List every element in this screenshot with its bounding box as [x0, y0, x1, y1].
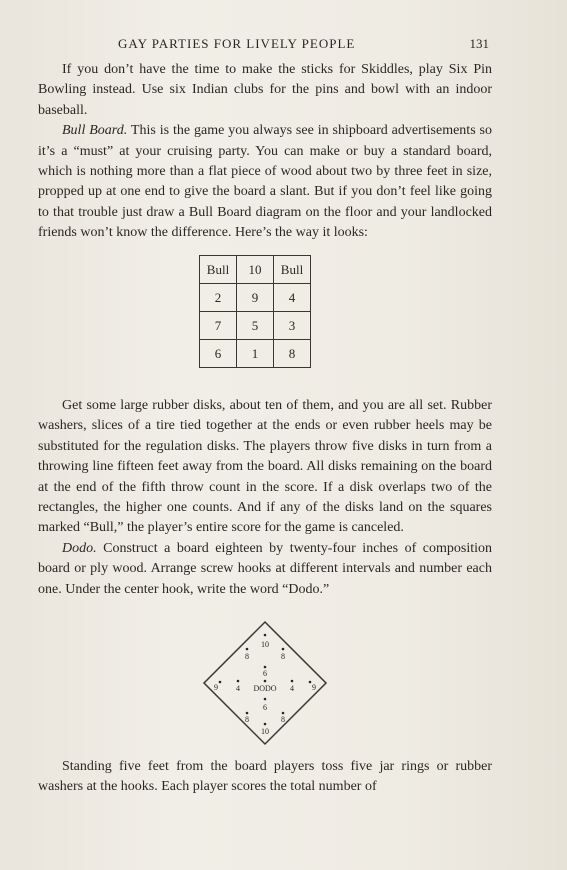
hook-marker — [264, 666, 267, 669]
dodo-label-upper-left: 8 — [245, 652, 249, 661]
bull-board-cell: 10 — [237, 256, 274, 284]
dodo-heading: Dodo. — [62, 540, 97, 556]
hook-marker — [264, 723, 267, 726]
bull-board-cell: 7 — [200, 312, 237, 340]
hook-marker — [282, 648, 285, 651]
bull-board-row — [200, 312, 311, 340]
dodo-label-center-top: 6 — [263, 669, 267, 678]
dodo-label-left: 9 — [214, 683, 218, 692]
bull-board-cell: 1 — [237, 340, 274, 368]
bull-board-cell: 9 — [237, 284, 274, 312]
dodo-label-center-bottom: 6 — [263, 703, 267, 712]
dodo-board-diagram — [200, 618, 330, 748]
dodo-label-inner-left: 4 — [236, 684, 240, 693]
paragraph-dodo-rules: Standing five feet from the board players toss five jar rings or rubber washers at the hooks. Each player scores the total number of — [38, 759, 492, 795]
hook-marker — [309, 681, 312, 684]
bull-board-heading: Bull Board. — [62, 123, 128, 139]
dodo-label-lower-right: 8 — [281, 715, 285, 724]
bull-board-cell: 2 — [200, 284, 237, 312]
dodo-label-center: DODO — [253, 684, 277, 693]
bull-board-cell: 5 — [237, 312, 274, 340]
bull-board-row — [200, 284, 311, 312]
hook-marker — [264, 634, 267, 637]
dodo-label-inner-right: 4 — [290, 684, 294, 693]
bull-board-cell: 3 — [274, 312, 311, 340]
bull-board-row — [200, 340, 311, 368]
dodo-label-lower-left: 8 — [245, 715, 249, 724]
hook-marker — [264, 698, 267, 701]
dodo-label-top: 10 — [261, 640, 269, 649]
bull-board-cell: 6 — [200, 340, 237, 368]
bull-board-cell: Bull — [200, 256, 237, 284]
page-number: 131 — [469, 36, 489, 51]
paragraph-bull-board — [38, 121, 492, 243]
paragraph-six-pin-bowling: If you don’t have the time to make the sticks for Skiddles, play Six Pin Bowling instead. Use six Indian clubs for the pins and bowl with an indoor baseball. — [38, 62, 492, 118]
bull-board-cell: Bull — [274, 256, 311, 284]
hook-marker — [282, 712, 285, 715]
bull-board-cell: 8 — [274, 340, 311, 368]
dodo-label-bottom: 10 — [261, 727, 269, 736]
bull-board-row — [200, 256, 311, 284]
hook-marker — [264, 680, 267, 683]
hook-marker — [246, 648, 249, 651]
text-block-bottom — [38, 757, 492, 798]
hook-marker — [291, 680, 294, 683]
running-title: GAY PARTIES FOR LIVELY PEOPLE — [118, 36, 356, 51]
bull-board-text: This is the game you always see in shipboard advertisements so it’s a “must” at your cruising party. You can make or buy a standard board, which is nothing more than a flat piece of wood about two by three feet in size, propped up at one end to give the board a slant. But if you don’t feel like going to that trouble just draw a Bull Board diagram on the floor and your landlocked friends won’t know the difference. Here’s the way it looks: — [38, 123, 493, 241]
text-block-middle — [38, 396, 492, 600]
dodo-text: Construct a board eighteen by twenty-four inches of composition board or ply wood. Arrange screw hooks at different intervals and number each one. Under the center hook, write the word “Dodo.” — [38, 540, 492, 597]
hook-marker — [246, 712, 249, 715]
paragraph-bull-board-rules: Get some large rubber disks, about ten of them, and you are all set. Rubber washers, slices of a tire tied together at the ends or even rubber heels may be substituted for the regulation disks. The players throw five disks in turn from a throwing line fifteen feet away from the board. All disks remaining on the board at the end of the fifth throw count in the score. If a disk overlaps two of the rectangles, the higher one counts. And if any of the disks land on the squares marked “Bull,” the player’s entire score for the game is canceled. — [38, 398, 492, 536]
paragraph-dodo — [38, 539, 492, 600]
bull-board-diagram — [199, 255, 311, 368]
dodo-label-right: 9 — [312, 683, 316, 692]
hook-marker — [237, 680, 240, 683]
hook-marker — [219, 681, 222, 684]
dodo-label-upper-right: 8 — [281, 652, 285, 661]
text-block-top — [38, 60, 492, 244]
bull-board-cell: 4 — [274, 284, 311, 312]
